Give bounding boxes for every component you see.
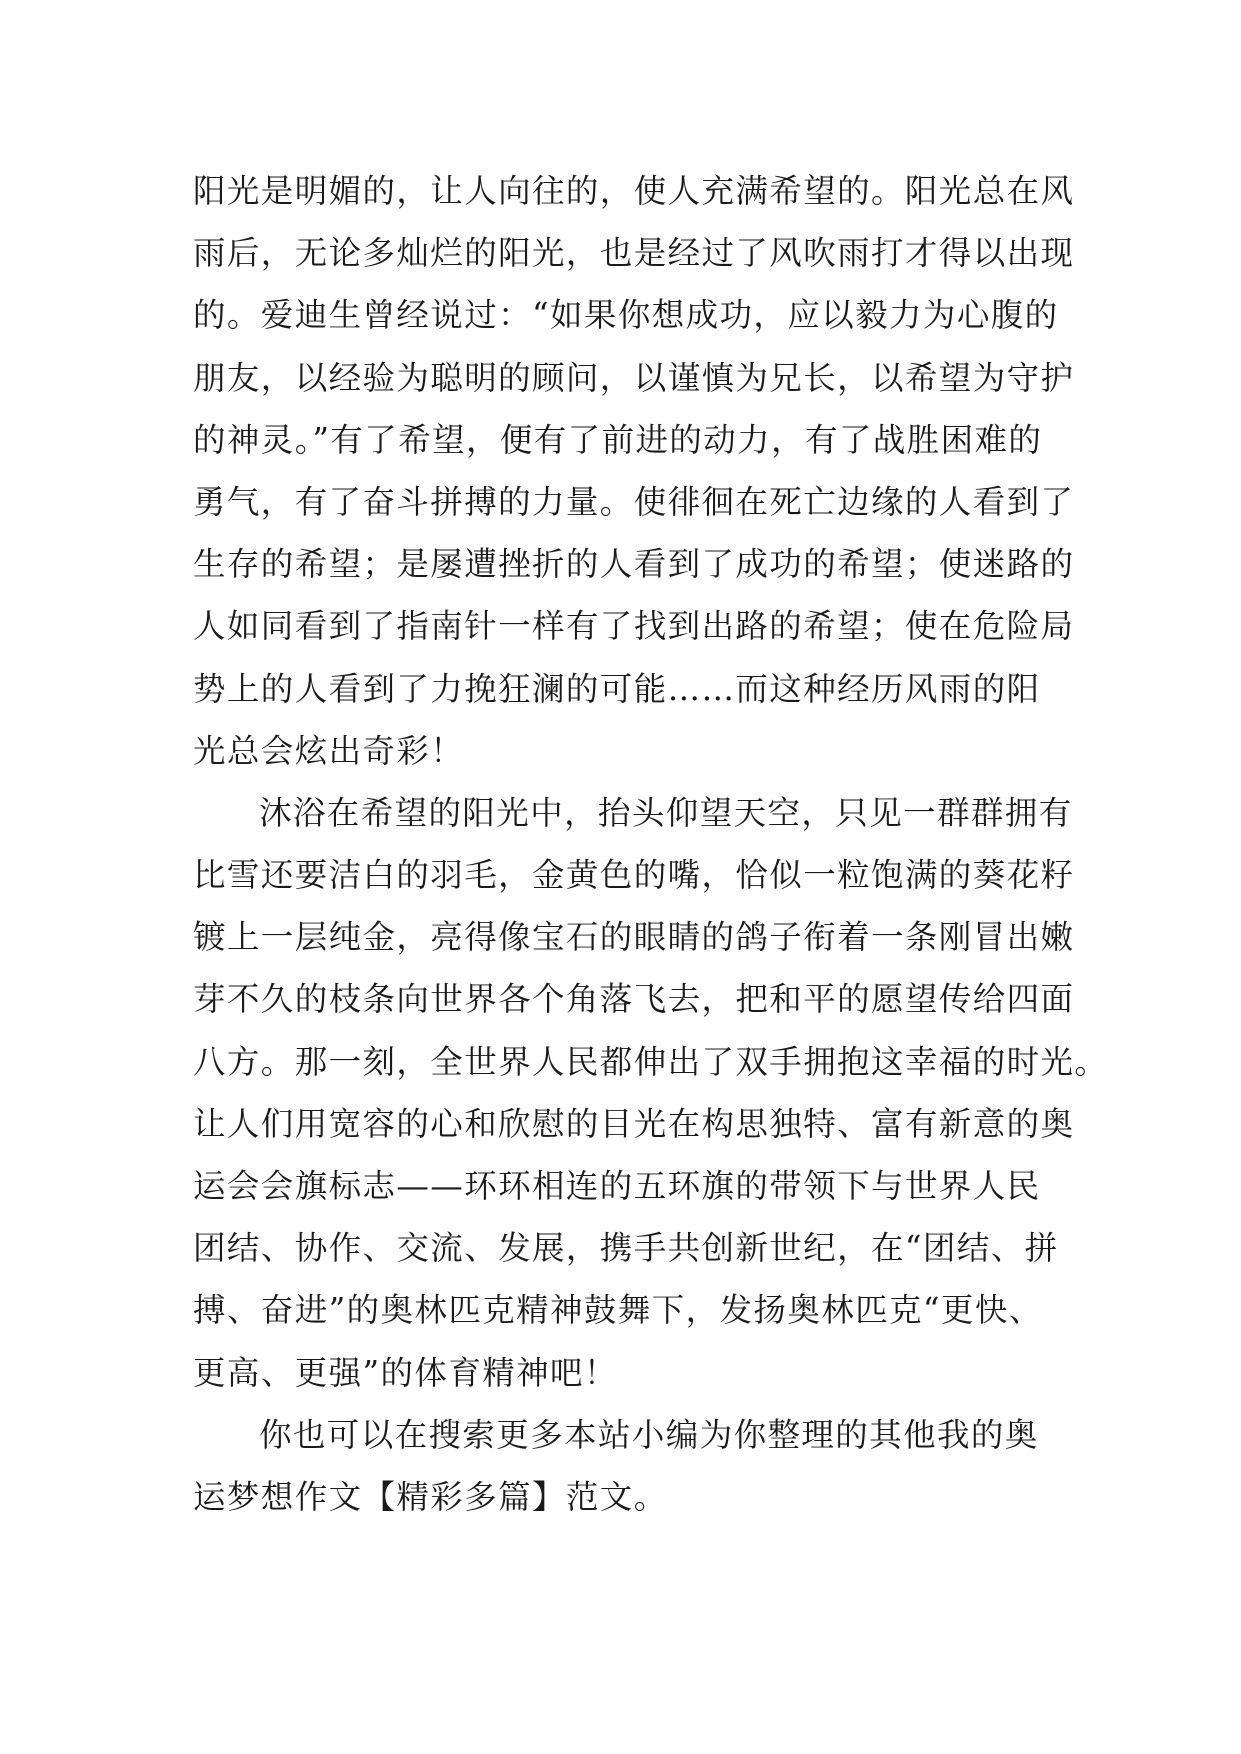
text-line: 更高、更强”的体育精神吧！ <box>193 1353 618 1392</box>
document-body <box>193 160 1109 1528</box>
text-line: 八方。那一刻，全世界人民都伸出了双手拥抱这幸福的时光。 <box>193 1042 1109 1081</box>
text-line: 勇气，有了奋斗拼搏的力量。使徘徊在死亡边缘的人看到了 <box>193 482 1075 521</box>
text-line: 镀上一层纯金，亮得像宝石的眼睛的鸽子衔着一条刚冒出嫩 <box>193 918 1075 957</box>
text-line: 让人们用宽容的心和欣慰的目光在构思独特、富有新意的奥 <box>193 1104 1075 1143</box>
text-line: 团结、协作、交流、发展，携手共创新世纪，在“团结、拼 <box>193 1229 1059 1268</box>
text-line: 你也可以在搜索更多本站小编为你整理的其他我的奥 <box>259 1415 1039 1454</box>
text-line: 的神灵。”有了希望，便有了前进的动力，有了战胜困难的 <box>193 420 1043 459</box>
text-line: 人如同看到了指南针一样有了找到出路的希望；使在危险局 <box>193 607 1075 646</box>
text-line: 势上的人看到了力挽狂澜的可能……而这种经历风雨的阳 <box>193 669 1041 708</box>
text-line: 雨后，无论多灿烂的阳光，也是经过了风吹雨打才得以出现 <box>193 234 1075 273</box>
text-line: 阳光是明媚的，让人向往的，使人充满希望的。阳光总在风 <box>193 172 1075 210</box>
paragraph-3 <box>193 1404 1053 1528</box>
text-line: 生存的希望；是屡遭挫折的人看到了成功的希望；使迷路的 <box>193 545 1075 584</box>
text-line: 搏、奋进”的奥林匹克精神鼓舞下，发扬奥林匹克“更快、 <box>193 1291 1043 1330</box>
text-line: 沐浴在希望的阳光中，抬头仰望天空，只见一群群拥有 <box>259 793 1073 832</box>
text-line: 比雪还要洁白的羽毛，金黄色的嘴，恰似一粒饱满的葵花籽 <box>193 856 1075 895</box>
paragraph-1 <box>193 160 1075 782</box>
text-line: 芽不久的枝条向世界各个角落飞去，把和平的愿望传给四面 <box>193 980 1075 1019</box>
text-line: 光总会炫出奇彩！ <box>193 731 465 770</box>
text-line: 朋友，以经验为聪明的顾问，以谨慎为兄长，以希望为守护 <box>193 358 1075 397</box>
text-line: 的。爱迪生曾经说过：“如果你想成功，应以毅力为心腹的 <box>193 296 1059 335</box>
text-line: 运梦想作文【精彩多篇】范文。 <box>193 1477 668 1516</box>
text-line: 运会会旗标志——环环相连的五环旗的带领下与世界人民 <box>193 1167 1041 1205</box>
paragraph-2 <box>193 782 1109 1404</box>
